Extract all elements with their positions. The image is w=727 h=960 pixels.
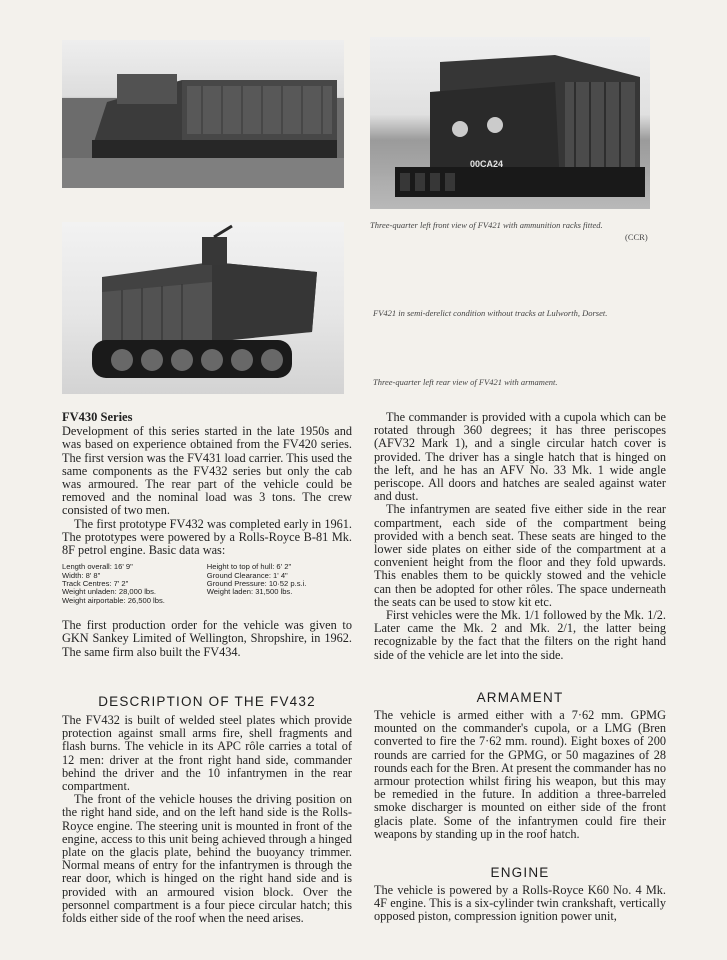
column-left-lower [62,714,352,925]
spec-row [62,563,347,571]
heading-engine: ENGINE [490,865,550,880]
spec-table [62,563,347,605]
spec-cell: Weight airportable: 26,500 lbs. [62,595,165,605]
paragraph: First vehicles were the Mk. 1/1 followed by the Mk. 1/2. Later came the Mk. 2 and Mk. 2/1, the latter being recognizable by the fact that the filters on the right hand side of the vehicle are let into the side. [374,608,666,662]
heading-armament: ARMAMENT [476,690,564,705]
caption-front-view: Three-quarter left front view of FV421 with ammunition racks fitted. [370,220,603,230]
paragraph: The vehicle is armed either with a 7·62 mm. GPMG mounted on the commander's cupola, or a LMG (Bren converted to fire the 7·62 mm. round). Eight boxes of 200 rounds are carried for the GPMG, or 50 magazines of 28 rounds each for the Bren. At present the commander has no armour protection whilst firing his weapon, but this may be remedied in the future. In addition a three-barreled smoke discharger is mounted on either side of the front glacis plate. Some of the infantrymen could fire their weapons by standing up in the roof hatch. [374,708,666,841]
spec-row [62,597,347,605]
spec-cell: Weight laden: 31,500 lbs. [206,587,293,597]
spec-cell: Height to top of hull: 6' 2" [206,562,292,572]
spec-cell: Weight unladen: 28,000 lbs. [62,587,157,597]
paragraph: The infantrymen are seated five either side in the rear compartment, each side of the compartment being provided with a bench seat. These seats are hinged to the lower side plates on either side of the compartment at a convenient height from the floor and they fold upwards. This enables them to be quickly stowed and the vehicle can then be adopted for other rôles. The space underneath the seats can be used to stow kit etc. [374,502,666,609]
vehicle-illustration [370,37,650,209]
paragraph: The first prototype FV432 was completed early in 1961. The prototypes were powered by a Rolls-Royce B-81 Mk. 8F petrol engine. Basic data was: [62,516,352,558]
photo-fv421-rear-view [62,222,344,394]
caption-derelict: FV421 in semi-derelict condition without tracks at Lulworth, Dorset. [373,308,608,318]
heading-description: DESCRIPTION OF THE FV432 [98,694,316,709]
spec-cell: Ground Pressure: 10·52 p.s.i. [206,579,307,589]
caption-rear-view: Three-quarter left rear view of FV421 with armament. [373,377,558,387]
spec-cell: Length overall: 16' 9" [62,562,133,572]
spec-cell [207,597,347,605]
paragraph: The first production order for the vehicle was given to GKN Sankey Limited of Wellington, Shropshire, in 1962. The same firm also built the FV434. [62,618,352,659]
spec-cell: Track Centres: 7' 2" [62,579,129,589]
column-right-upper [374,411,666,662]
spec-cell: Width: 8' 8" [62,570,101,580]
column-right-armament [374,709,666,841]
photo-fv421-semi-derelict [62,40,344,188]
column-right-engine [374,884,666,924]
column-left-upper [62,411,352,659]
paragraph: The commander is provided with a cupola which can be rotated through 360 degrees; it has three periscopes (AFV32 Mark 1), and a single circular hatch cover is provided. The driver has a single hatch that is hinged on the left, and he has an AFV No. 33 Mk. 1 wide angle periscope. All doors and hatches are sealed against water and dust. [374,410,666,504]
paragraph: Development of this series started in the late 1950s and was based on experience obtained from the FV420 series. The first version was the FV431 load carrier. This used the same components as the FV432 series but only the cab was armoured. The rear part of the vehicle could be removed and the nominal load was 3 tons. The crew consisted of two men. [62,424,352,518]
paragraph: The FV432 is built of welded steel plates which provide protection against small arms fire, shell fragments and flash burns. The vehicle in its APC rôle carries a total of 12 men: driver at the front right hand side, commander behind the driver and the 10 infantrymen in the rear compartment. [62,713,352,794]
paragraph: The vehicle is powered by a Rolls-Royce K60 No. 4 Mk. 4F engine. This is a six-cylinder twin crankshaft, vertically opposed piston, compression ignition power unit, [374,883,666,924]
paragraph: The front of the vehicle houses the driving position on the right hand side, and on the left hand side is the Rolls-Royce engine. The steering unit is mounted in front of the engine, access to this unit being achieved through a hinged plate on the glacis plate, behind the buoyancy trimmer. Normal means of entry for the infantrymen is through the rear door, which is hinged on the right hand side and is provided with an armoured vision block. Over the personnel compartment is a four piece circular hatch; this folds either side of the roof when the need arises. [62,792,352,926]
vehicle-illustration [62,40,344,188]
photo-fv421-front-view [370,37,650,209]
spec-cell: Ground Clearance: 1' 4" [206,570,288,580]
vehicle-illustration [62,222,344,394]
vehicle-plate: 00CA24 [470,159,504,169]
heading-fv430-series: FV430 Series [62,410,133,424]
caption-credit: (CCR) [625,232,648,242]
